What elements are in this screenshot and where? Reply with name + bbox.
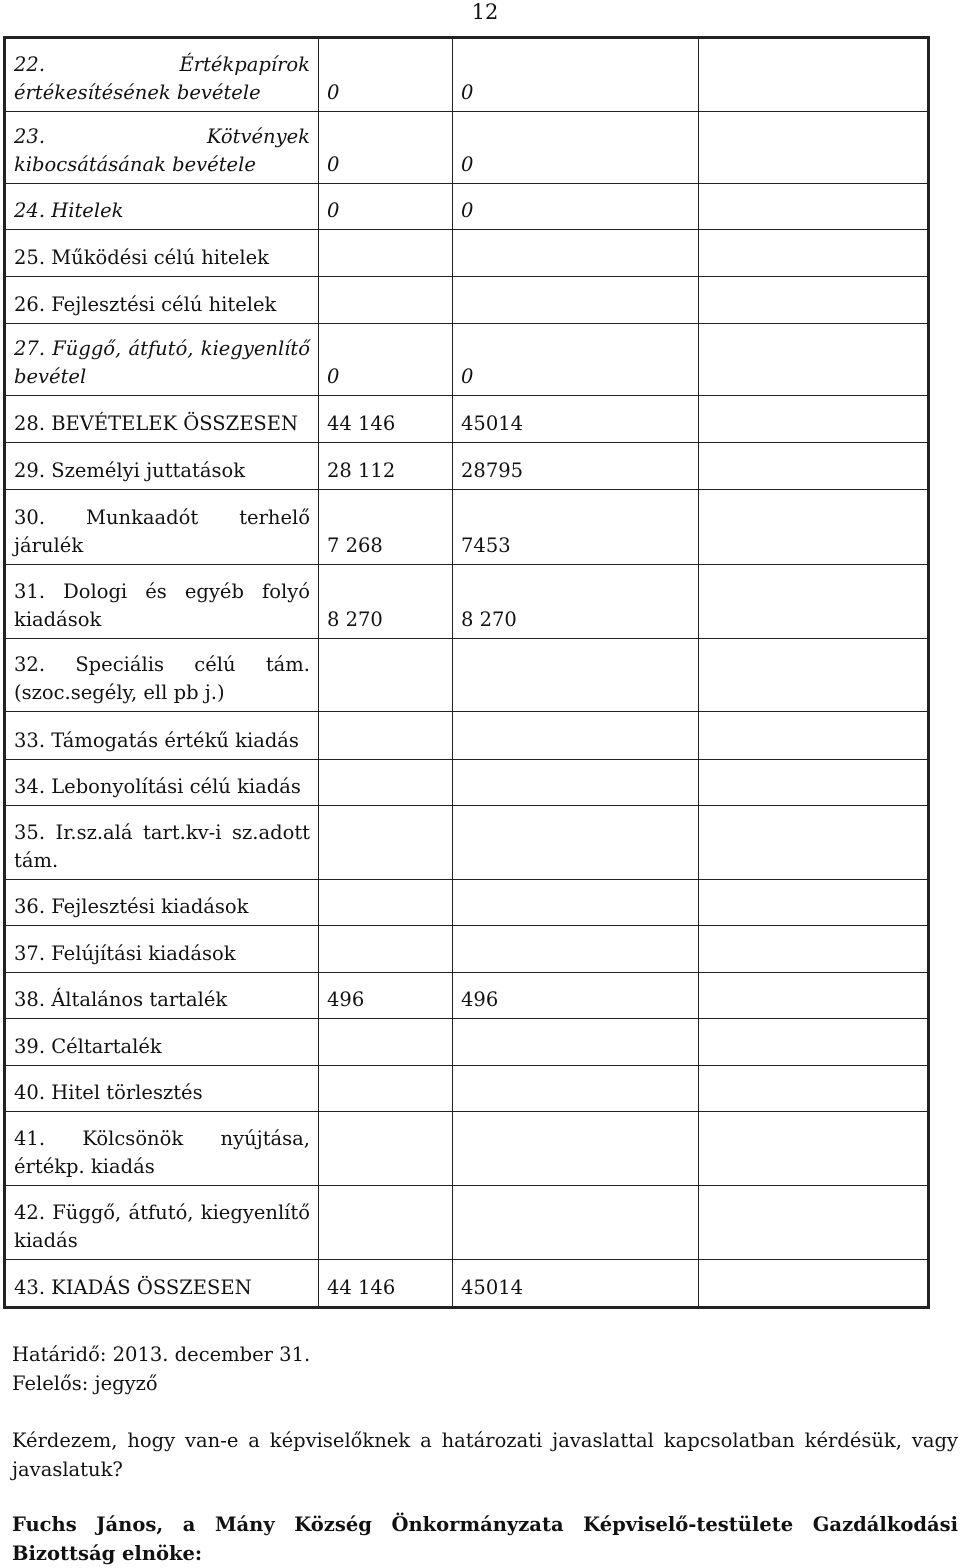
row-value-modified: 0: [453, 112, 699, 184]
row-value-modified: [453, 1019, 699, 1066]
row-value-original: [319, 1019, 453, 1066]
row-value-original: [319, 1066, 453, 1112]
row-empty-cell: [699, 38, 929, 112]
deadline-block: [12, 1340, 310, 1398]
row-empty-cell: [699, 973, 929, 1019]
row-value-original: [319, 806, 453, 880]
row-label: [5, 880, 319, 926]
row-label-text: 25. Működési célú hitelek: [14, 246, 269, 269]
row-value-original: [319, 712, 453, 760]
row-empty-cell: [699, 880, 929, 926]
row-value-modified: 28795: [453, 443, 699, 490]
row-value-original: [319, 277, 453, 324]
row-label-text: 28. BEVÉTELEK ÖSSZESEN: [14, 412, 299, 435]
row-empty-cell: [699, 926, 929, 973]
row-label: [5, 926, 319, 973]
row-value-original: [319, 1112, 453, 1186]
table-row: [5, 1066, 929, 1112]
row-label: [5, 760, 319, 806]
row-empty-cell: [699, 277, 929, 324]
row-empty-cell: [699, 490, 929, 565]
table-row: [5, 277, 929, 324]
row-value-original: 7 268: [319, 490, 453, 565]
row-empty-cell: [699, 1112, 929, 1186]
row-value-original: 496: [319, 973, 453, 1019]
row-label-text: 23. Kötvények kibocsátásának bevétele: [14, 125, 310, 176]
row-value-modified: 0: [453, 324, 699, 396]
row-empty-cell: [699, 443, 929, 490]
row-empty-cell: [699, 760, 929, 806]
row-label-text: 31. Dologi és egyéb folyó kiadások: [14, 580, 310, 631]
row-empty-cell: [699, 112, 929, 184]
row-value-original: [319, 1186, 453, 1260]
row-value-modified: [453, 1186, 699, 1260]
table-row: [5, 880, 929, 926]
row-value-modified: 496: [453, 973, 699, 1019]
table-row: [5, 926, 929, 973]
row-label: [5, 1019, 319, 1066]
row-value-original: 44 146: [319, 1260, 453, 1308]
row-empty-cell: [699, 565, 929, 639]
row-label: [5, 230, 319, 277]
row-label: [5, 1112, 319, 1186]
row-empty-cell: [699, 1260, 929, 1308]
row-value-original: [319, 926, 453, 973]
table-row: [5, 639, 929, 712]
row-empty-cell: [699, 712, 929, 760]
table-row: [5, 760, 929, 806]
table-row: [5, 565, 929, 639]
row-label-text: 34. Lebonyolítási célú kiadás: [14, 775, 301, 798]
row-value-modified: [453, 230, 699, 277]
row-label: [5, 38, 319, 112]
row-label: [5, 184, 319, 230]
row-value-modified: 0: [453, 38, 699, 112]
row-value-modified: 45014: [453, 396, 699, 443]
row-label-text: 41. Kölcsönök nyújtása, értékp. kiadás: [14, 1127, 310, 1178]
row-label-text: 43. KIADÁS ÖSSZESEN: [14, 1276, 252, 1299]
page-number: 12: [471, 0, 499, 24]
row-label-text: 24. Hitelek: [14, 199, 124, 222]
budget-table-body: [5, 38, 929, 1308]
row-value-modified: 8 270: [453, 565, 699, 639]
responsible-line: Felelős: jegyző: [12, 1372, 158, 1395]
row-label-text: 35. Ir.sz.alá tart.kv-i sz.adott tám.: [14, 821, 310, 872]
row-value-original: 0: [319, 324, 453, 396]
row-label: [5, 806, 319, 880]
table-row: [5, 490, 929, 565]
row-label: [5, 324, 319, 396]
row-label-text: 42. Függő, átfutó, kiegyenlítő kiadás: [14, 1201, 310, 1252]
row-empty-cell: [699, 396, 929, 443]
row-value-modified: [453, 1112, 699, 1186]
row-value-modified: [453, 1066, 699, 1112]
row-label: [5, 973, 319, 1019]
table-row: [5, 396, 929, 443]
table-row: [5, 184, 929, 230]
row-value-original: 8 270: [319, 565, 453, 639]
row-value-modified: [453, 806, 699, 880]
row-label: [5, 712, 319, 760]
row-label-text: 37. Felújítási kiadások: [14, 942, 236, 965]
row-value-original: 44 146: [319, 396, 453, 443]
row-label-text: 33. Támogatás értékű kiadás: [14, 729, 299, 752]
row-label: [5, 490, 319, 565]
deadline-line: Határidő: 2013. december 31.: [12, 1343, 311, 1366]
table-row: [5, 324, 929, 396]
table-row: [5, 112, 929, 184]
row-empty-cell: [699, 324, 929, 396]
row-value-original: 0: [319, 184, 453, 230]
row-empty-cell: [699, 806, 929, 880]
row-value-original: [319, 230, 453, 277]
row-label: [5, 1260, 319, 1308]
row-value-modified: 0: [453, 184, 699, 230]
row-value-modified: 45014: [453, 1260, 699, 1308]
table-row: [5, 230, 929, 277]
question-paragraph: Kérdezem, hogy van-e a képviselőknek a határozati javaslattal kapcsolatban kérdésük, vagy javaslatuk?: [12, 1429, 958, 1481]
table-row: [5, 1019, 929, 1066]
row-value-original: 0: [319, 38, 453, 112]
row-value-original: 28 112: [319, 443, 453, 490]
row-value-original: [319, 639, 453, 712]
row-value-modified: [453, 760, 699, 806]
table-row: [5, 1112, 929, 1186]
speaker-heading: Fuchs János, a Mány Község Önkormányzata Képviselő-testülete Gazdálkodási Bizottság elnöke:: [12, 1513, 958, 1565]
row-label-text: 32. Speciális célú tám. (szoc.segély, ell pb j.): [14, 653, 310, 704]
table-row: [5, 443, 929, 490]
table-row: [5, 38, 929, 112]
row-label: [5, 565, 319, 639]
row-label: [5, 639, 319, 712]
row-empty-cell: [699, 230, 929, 277]
table-row: [5, 1260, 929, 1308]
row-empty-cell: [699, 1066, 929, 1112]
table-row: [5, 806, 929, 880]
table-row: [5, 973, 929, 1019]
row-label-text: 40. Hitel törlesztés: [14, 1081, 203, 1104]
row-label: [5, 112, 319, 184]
row-label: [5, 277, 319, 324]
row-label: [5, 1186, 319, 1260]
row-label-text: 27. Függő, átfutó, kiegyenlítő bevétel: [14, 337, 310, 388]
row-value-modified: [453, 712, 699, 760]
row-label: [5, 443, 319, 490]
row-label: [5, 396, 319, 443]
row-label-text: 30. Munkaadót terhelő járulék: [14, 506, 310, 557]
row-empty-cell: [699, 1186, 929, 1260]
row-label-text: 39. Céltartalék: [14, 1035, 162, 1058]
row-empty-cell: [699, 1019, 929, 1066]
row-value-original: 0: [319, 112, 453, 184]
row-value-modified: [453, 880, 699, 926]
budget-table: [3, 36, 930, 1309]
row-value-modified: 7453: [453, 490, 699, 565]
row-label-text: 22. Értékpapírok értékesítésének bevétele: [14, 53, 310, 104]
table-row: [5, 712, 929, 760]
row-value-original: [319, 880, 453, 926]
row-label-text: 36. Fejlesztési kiadások: [14, 895, 249, 918]
row-empty-cell: [699, 639, 929, 712]
row-label-text: 38. Általános tartalék: [14, 988, 228, 1011]
row-value-original: [319, 760, 453, 806]
row-label: [5, 1066, 319, 1112]
row-empty-cell: [699, 184, 929, 230]
row-value-modified: [453, 639, 699, 712]
row-value-modified: [453, 277, 699, 324]
row-label-text: 26. Fejlesztési célú hitelek: [14, 293, 277, 316]
row-label-text: 29. Személyi juttatások: [14, 459, 246, 482]
table-row: [5, 1186, 929, 1260]
row-value-modified: [453, 926, 699, 973]
